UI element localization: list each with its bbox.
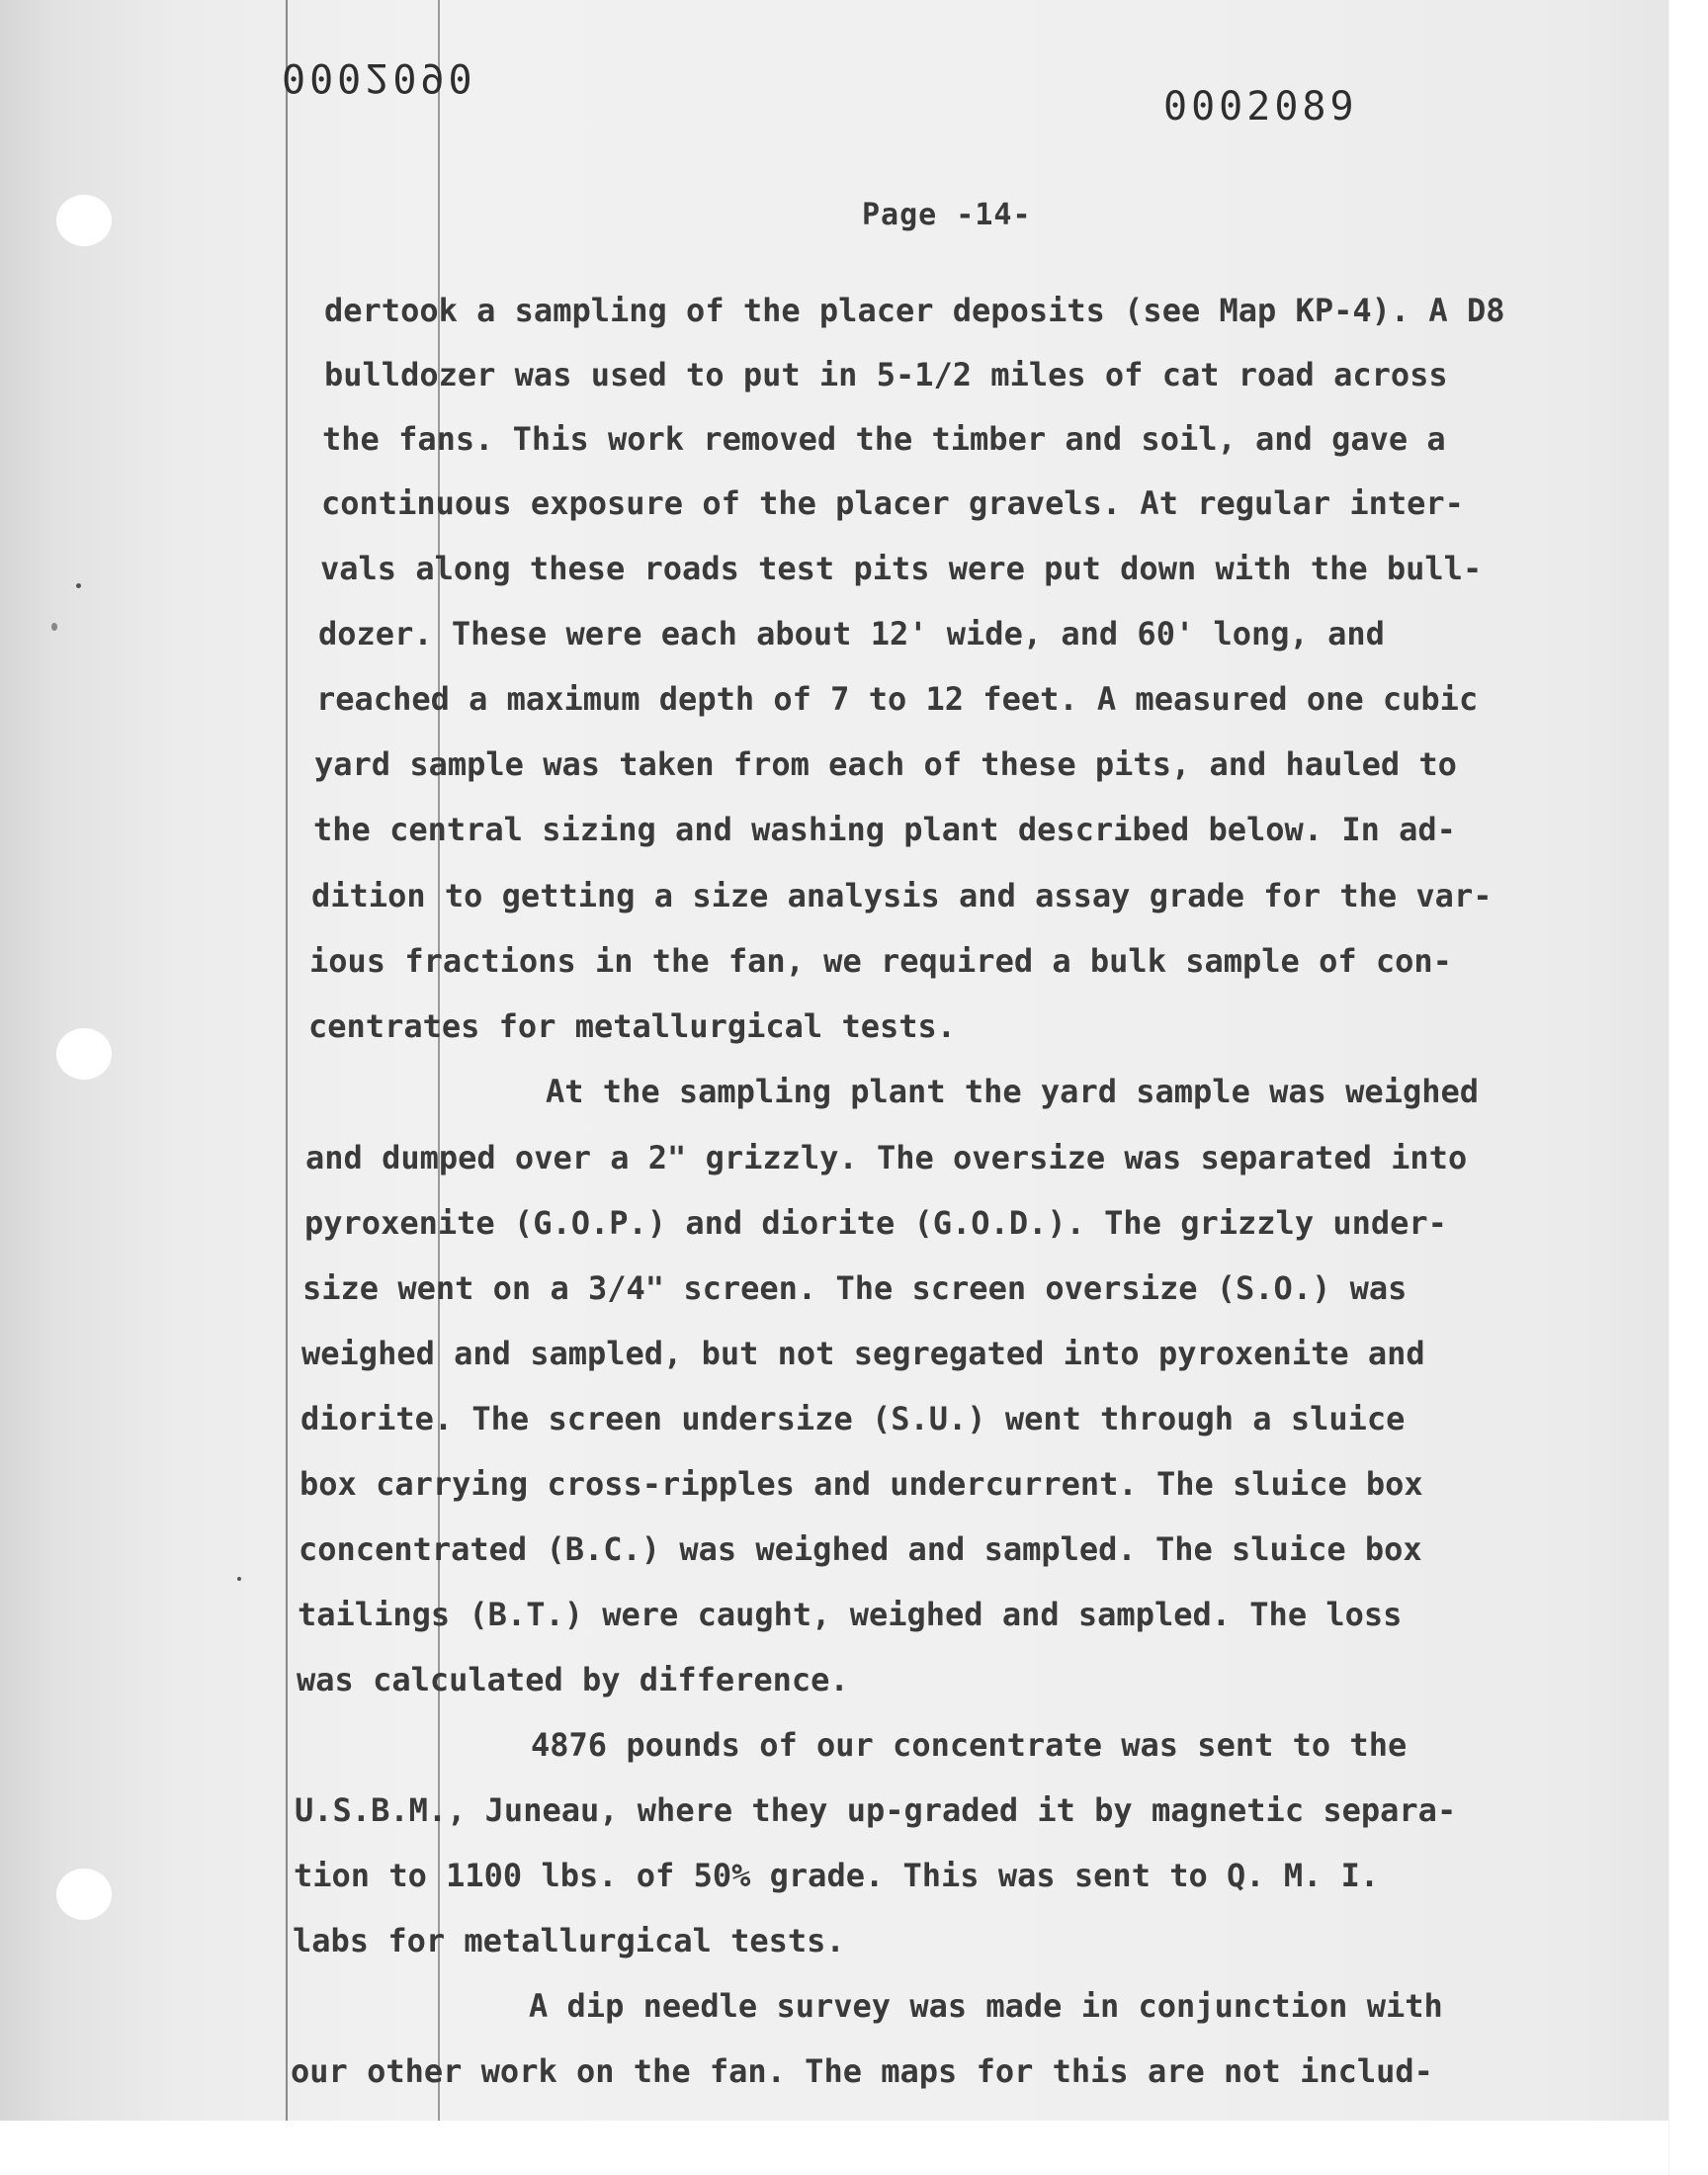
- text-line: the fans. This work removed the timber and soil, and gave a: [322, 420, 1446, 458]
- text-line: labs for metallurgical tests.: [293, 1922, 845, 1959]
- text-line: ious fractions in the fan, we required a bulk sample of con-: [309, 942, 1452, 980]
- text-line: diorite. The screen undersize (S.U.) went through a sluice: [300, 1400, 1406, 1437]
- text-line: reached a maximum depth of 7 to 12 feet. A measured one cubic: [316, 680, 1479, 718]
- text-line: concentrated (B.C.) was weighed and sampled. The sluice box: [299, 1530, 1422, 1568]
- paper-speck: [237, 1577, 241, 1581]
- binder-hole-top: [56, 195, 112, 246]
- binder-hole-middle: [56, 1028, 112, 1080]
- page-number-heading: Page -14-: [862, 198, 1032, 232]
- text-line: centrates for metallurgical tests.: [308, 1007, 957, 1045]
- text-line: our other work on the fan. The maps for this are not includ-: [291, 2052, 1433, 2090]
- text-line: vals along these roads test pits were put down with the bull-: [320, 550, 1483, 587]
- text-line-indented: A dip needle survey was made in conjunction with: [529, 1987, 1443, 2025]
- text-line: box carrying cross-ripples and undercurrent. The sluice box: [299, 1465, 1423, 1503]
- text-line: yard sample was taken from each of these pits, and hauled to: [314, 745, 1457, 783]
- text-line: size went on a 3/4" screen. The screen oversize (S.O.) was: [302, 1269, 1408, 1307]
- document-number: 0002089: [1163, 84, 1358, 130]
- text-line: weighed and sampled, but not segregated into pyroxenite and: [301, 1335, 1425, 1372]
- text-line: and dumped over a 2" grizzly. The oversize was separated into: [305, 1139, 1468, 1176]
- text-line: tailings (B.T.) were caught, weighed and sampled. The loss: [298, 1596, 1403, 1633]
- text-line: the central sizing and washing plant described below. In ad-: [313, 811, 1456, 848]
- text-line: continuous exposure of the placer gravels. At regular inter-: [321, 484, 1464, 522]
- text-line: dozer. These were each about 12' wide, and 60' long, and: [318, 615, 1385, 652]
- text-line: tion to 1100 lbs. of 50% grade. This was sent to Q. M. I.: [294, 1857, 1380, 1894]
- text-line-indented: 4876 pounds of our concentrate was sent to the: [531, 1726, 1408, 1764]
- binder-hole-bottom: [56, 1869, 112, 1920]
- text-line: dition to getting a size analysis and assay grade for the var-: [311, 877, 1493, 914]
- text-line-indented: At the sampling plant the yard sample was weighed: [546, 1073, 1480, 1110]
- text-line: pyroxenite (G.O.P.) and diorite (G.O.D.). The grizzly under-: [304, 1204, 1447, 1242]
- text-line: dertook a sampling of the placer deposits (see Map KP-4). A D8: [324, 292, 1505, 329]
- text-line: bulldozer was used to put in 5-1/2 miles of cat road across: [324, 356, 1448, 393]
- margin-rule-left: [286, 0, 288, 2121]
- document-number-mirrored: 0002090: [282, 54, 476, 100]
- text-line: was calculated by difference.: [297, 1661, 849, 1698]
- paper-speck: [51, 623, 57, 631]
- paper-speck: [76, 583, 81, 588]
- text-line: U.S.B.M., Juneau, where they up-graded it by magnetic separa-: [295, 1791, 1457, 1829]
- scan-bottom-edge: [0, 2121, 1668, 2175]
